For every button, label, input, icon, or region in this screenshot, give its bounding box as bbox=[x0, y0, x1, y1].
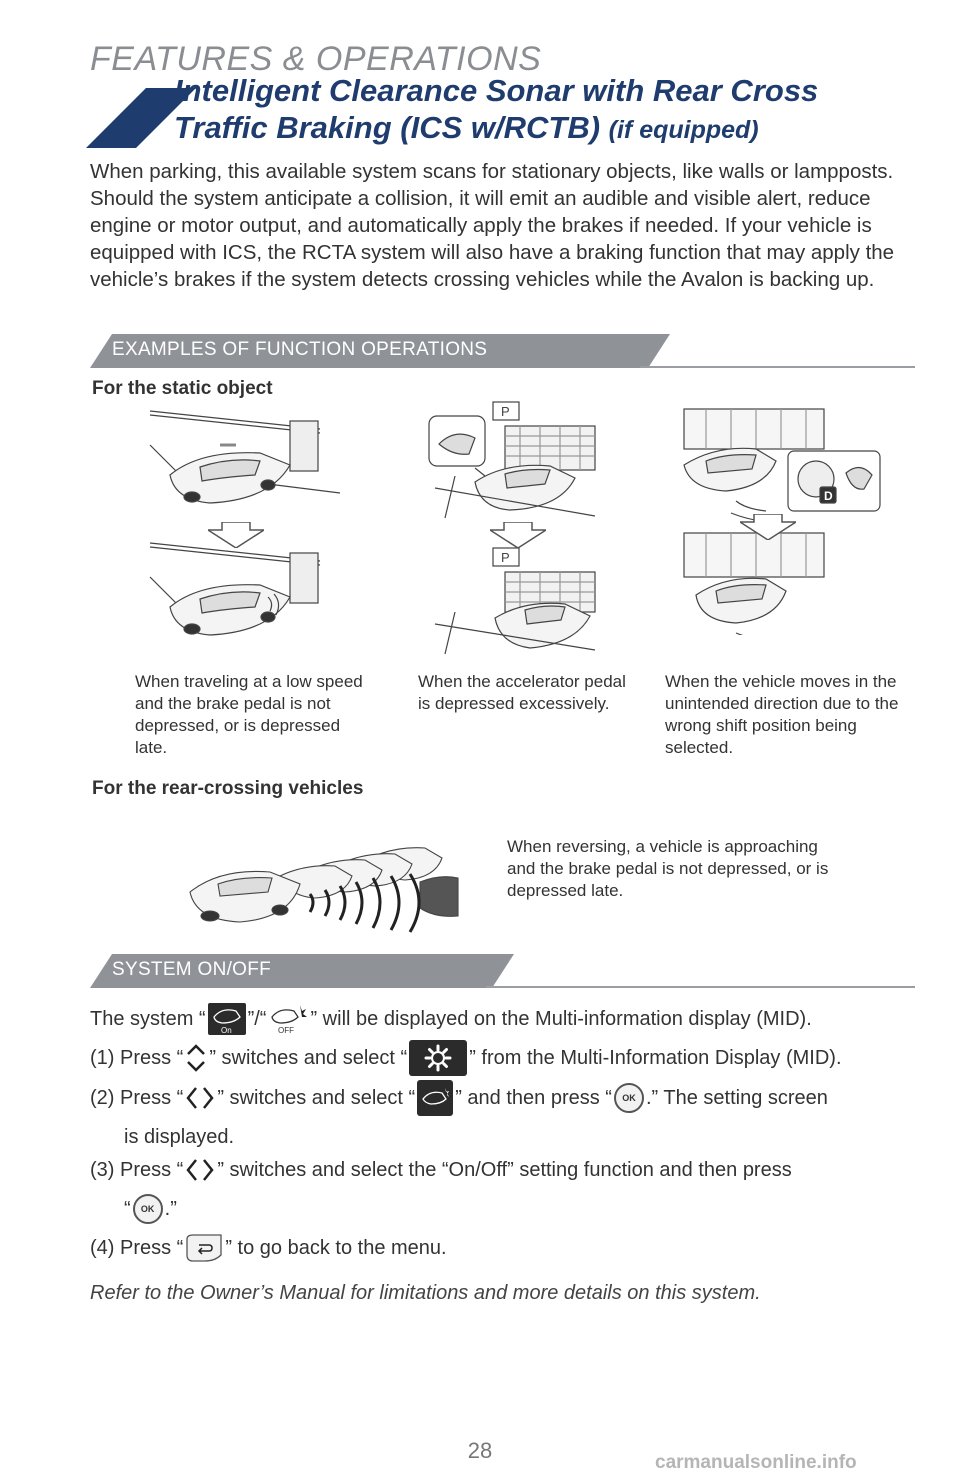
system-display-line: The system “ On ”/“ OFF ” will be displayed on the Multi-information display (MID). bbox=[90, 1002, 812, 1036]
ics-on-icon bbox=[208, 1003, 246, 1035]
caption-low-speed: When traveling at a low speed and the brake pedal is not depressed, or is depressed late. bbox=[135, 672, 363, 757]
left-right-switch-icon bbox=[185, 1157, 215, 1183]
ok-button-icon: OK bbox=[133, 1194, 163, 1224]
caption-rear-crossing: When reversing, a vehicle is approaching and the brake pedal is not depressed, or is depressed late. bbox=[507, 837, 829, 900]
step-3-cont: “ OK .” bbox=[124, 1192, 177, 1226]
title-suffix: (if equipped) bbox=[608, 116, 759, 144]
intro-paragraph: When parking, this available system scans for stationary objects, like walls or lampposts. Should the system anticipate a collision, it will emit an audible and visible alert, reduce engine or motor output, and automatically apply the brakes if needed. If your vehicle is equipped with ICS, the RCTA system will also have a braking function that may apply the vehicle’s brakes if the system detects crossing vehicles while the Avalon is backing up. bbox=[90, 160, 895, 291]
settings-gear-icon bbox=[409, 1040, 467, 1076]
arrow-down-icon bbox=[208, 522, 264, 548]
left-right-switch-icon bbox=[185, 1085, 215, 1111]
step-2: (2) Press “ ” switches and select “ ” and then press “ OK .” The setting screen bbox=[90, 1081, 828, 1115]
ok-button-icon: OK bbox=[614, 1083, 644, 1113]
parking-sign-text-2: P bbox=[501, 550, 510, 565]
parking-sign-text: P bbox=[501, 404, 510, 419]
arrow-down-icon bbox=[740, 514, 796, 540]
svg-text:OFF: OFF bbox=[278, 1026, 295, 1035]
owners-manual-note: Refer to the Owner’s Manual for limitations and more details on this system. bbox=[90, 1282, 761, 1304]
back-button-icon bbox=[185, 1233, 223, 1263]
examples-band bbox=[90, 334, 670, 368]
caption-accelerator: When the accelerator pedal is depressed excessively. bbox=[418, 672, 626, 713]
step-3: (3) Press “ ” switches and select the “On/Off” setting function and then press bbox=[90, 1159, 792, 1181]
illustration-rear-crossing bbox=[180, 838, 460, 934]
system-band-label: SYSTEM ON/OFF bbox=[112, 959, 272, 980]
examples-band-rule bbox=[640, 366, 915, 368]
arrow-down-icon bbox=[490, 522, 546, 548]
page-number: 28 bbox=[467, 1438, 493, 1463]
step-4: (4) Press “ ” to go back to the menu. bbox=[90, 1231, 447, 1265]
step-2-cont: is displayed. bbox=[124, 1126, 235, 1148]
ics-off-icon bbox=[268, 1003, 308, 1035]
page-title bbox=[174, 72, 934, 149]
rear-crossing-heading: For the rear-crossing vehicles bbox=[92, 778, 364, 799]
system-band bbox=[90, 954, 514, 988]
section-label: FEATURES & OPERATIONS bbox=[90, 40, 542, 78]
caption-wrong-shift: When the vehicle moves in the unintended direction due to the wrong shift position being selected. bbox=[665, 672, 899, 757]
title-line1: Intelligent Clearance Sonar with Rear Cross bbox=[174, 73, 819, 108]
ics-setting-icon bbox=[417, 1080, 453, 1116]
step-1: (1) Press “ ” switches and select “ ” from the Multi-Information Display (MID). bbox=[90, 1041, 842, 1075]
up-down-switch-icon bbox=[185, 1043, 207, 1073]
examples-band-label: EXAMPLES OF FUNCTION OPERATIONS bbox=[112, 339, 488, 360]
system-band-rule bbox=[486, 986, 915, 988]
watermark: carmanualsonline.info bbox=[655, 1452, 857, 1473]
svg-text:On: On bbox=[220, 1026, 232, 1035]
static-object-heading: For the static object bbox=[92, 378, 273, 399]
title-line2: Traffic Braking (ICS w/RCTB) bbox=[174, 110, 601, 145]
gear-d-text: D bbox=[824, 489, 833, 503]
